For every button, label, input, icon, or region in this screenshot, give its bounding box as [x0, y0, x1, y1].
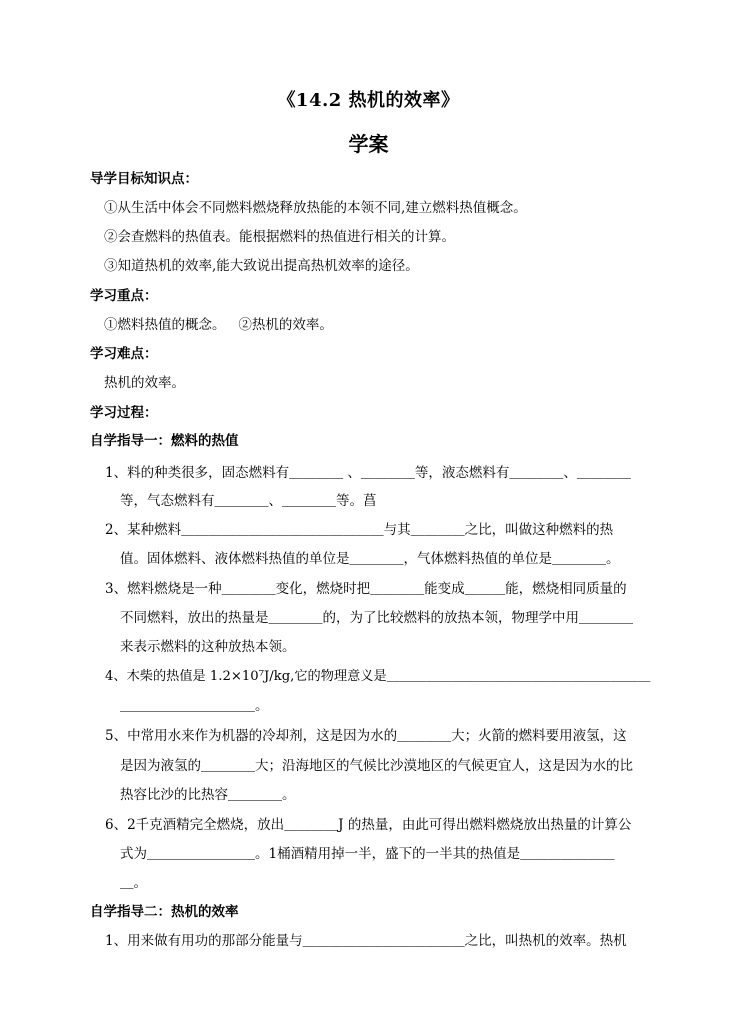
question-4-line-1: 4、木柴的热值是 1.2×10⁷J/kg,它的物理意义是＿＿＿＿＿＿＿＿＿＿＿＿＿＿＿＿＿＿＿＿ — [105, 669, 651, 684]
question-4-line-2: ＿＿＿＿＿＿＿＿＿＿。 — [120, 698, 269, 714]
question-5-line-3: 热容比沙的比热容＿＿＿＿。 — [120, 787, 296, 803]
guide-two-question-1-line-1: 1、用来做有用功的那部分能量与＿＿＿＿＿＿＿＿＿＿＿＿之比，叫热机的效率。热机 — [105, 933, 627, 949]
difficulty-heading: 学习难点： — [90, 346, 158, 362]
difficulty-text: 热机的效率。 — [104, 375, 185, 391]
focus-text: ①燃料热值的概念。 ②热机的效率。 — [104, 317, 333, 333]
question-6-line-1: 6、2千克酒精完全燃烧，放出＿＿＿＿J 的热量，由此可得出燃料燃烧放出热量的计算公 — [105, 817, 632, 833]
page-title: 《14.2 热机的效率》 — [277, 90, 460, 111]
process-heading: 学习过程： — [90, 405, 158, 421]
question-1-line-2: 等，气态燃料有＿＿＿＿、＿＿＿＿等。菖 — [120, 493, 377, 509]
guide-two-heading: 自学指导二：热机的效率 — [90, 904, 239, 920]
question-5-line-2: 是因为液氢的＿＿＿＿大；沿海地区的气候比沙漠地区的气候更宜人，这是因为水的比 — [120, 758, 633, 774]
page-subtitle: 学案 — [348, 132, 389, 156]
goal-item-1: ①从生活中体会不同燃料燃烧释放热能的本领不同,建立燃料热值概念。 — [104, 200, 527, 216]
question-3-line-1: 3、燃料燃烧是一种＿＿＿＿变化，燃烧时把＿＿＿＿能变成＿＿＿能，燃烧相同质量的 — [105, 581, 627, 597]
goal-item-2: ②会查燃料的热值表。能根据燃料的热值进行相关的计算。 — [104, 229, 455, 245]
goal-item-3: ③知道热机的效率,能大致说出提高热机效率的途径。 — [104, 258, 419, 274]
question-2-line-2: 值。固体燃料、液体燃料热值的单位是＿＿＿＿，气体燃料热值的单位是＿＿＿＿。 — [120, 551, 620, 567]
question-1-line-1: 1、料的种类很多，固态燃料有＿＿＿＿ 、＿＿＿＿等，液态燃料有＿＿＿＿、＿＿＿＿ — [105, 465, 631, 481]
question-2-line-1: 2、某种燃料＿＿＿＿＿＿＿＿＿＿＿＿＿＿＿与其＿＿＿＿之比，叫做这种燃料的热 — [105, 522, 614, 538]
question-3-line-3: 来表示燃料的这种放热本领。 — [120, 639, 296, 655]
question-6-line-2: 式为＿＿＿＿＿＿＿＿。1桶酒精用掉一半，盛下的一半其的热值是＿＿＿＿＿＿＿ — [120, 846, 615, 862]
question-3-line-2: 不同燃料，放出的热量是＿＿＿＿的，为了比较燃料的放热本领，物理学中用＿＿＿＿ — [120, 610, 633, 626]
question-6-line-3: ＿。 — [120, 875, 147, 891]
goals-heading: 导学目标知识点： — [90, 171, 198, 187]
guide-one-heading: 自学指导一：燃料的热值 — [90, 433, 239, 449]
question-5-line-1: 5、中常用水来作为机器的冷却剂，这是因为水的＿＿＿＿大；火箭的燃料要用液氢，这 — [105, 728, 627, 744]
focus-heading: 学习重点： — [90, 288, 158, 304]
